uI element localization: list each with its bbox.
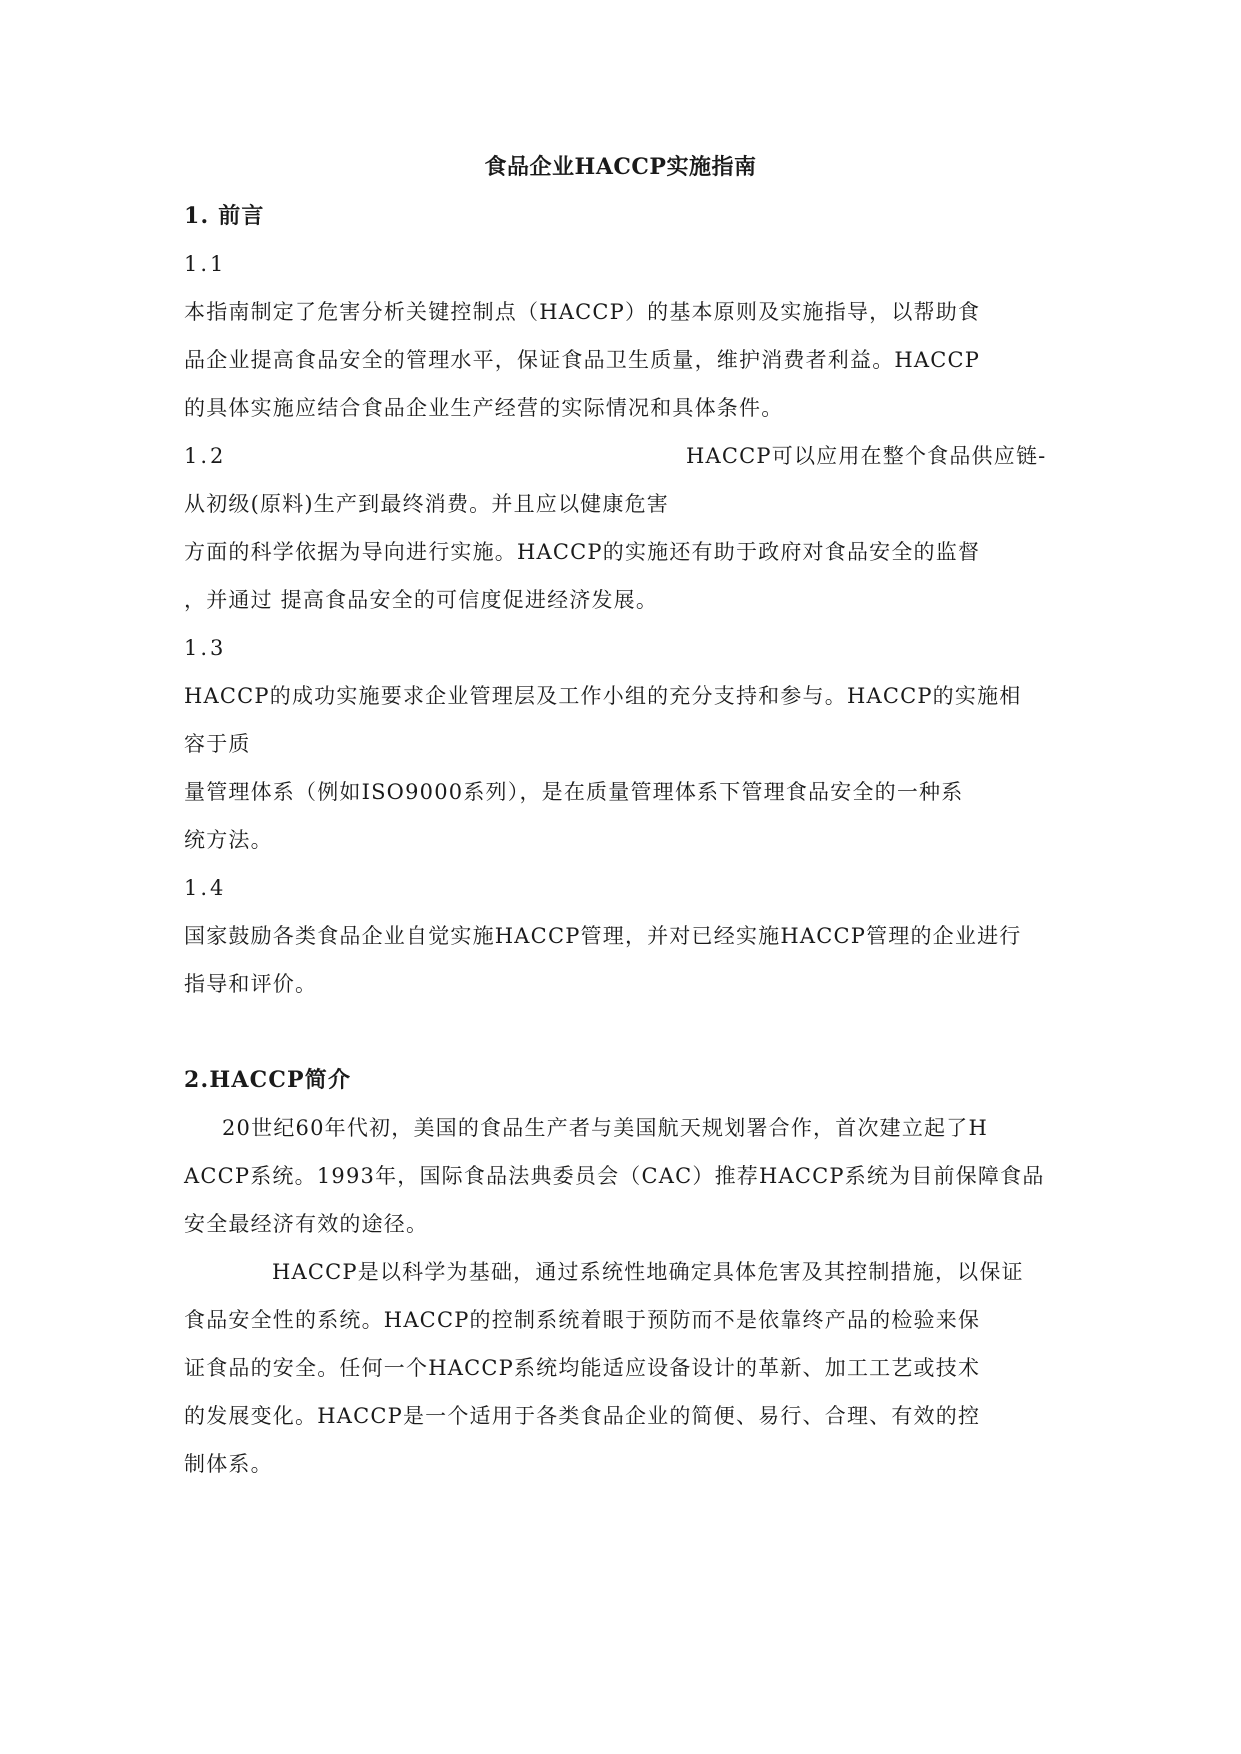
section-2-paragraph-1-line: 20世纪60年代初，美国的食品生产者与美国航天规划署合作，首次建立起了H (222, 1116, 988, 1140)
clause-1-2-line: 方面的科学依据为导向进行实施。HACCP的实施还有助于政府对食品安全的监督 (184, 540, 981, 564)
section-2-paragraph-2-line: 证食品的安全。任何一个HACCP系统均能适应设备设计的革新、加工工艺或技术 (184, 1356, 981, 1380)
clause-1-2-line: ，并通过 提高食品安全的可信度促进经济发展。 (184, 588, 659, 612)
clause-1-1-line: 本指南制定了危害分析关键控制点（HACCP）的基本原则及实施指导，以帮助食 (184, 300, 981, 324)
section-2-paragraph-2-line: 制体系。 (184, 1452, 273, 1476)
clause-1-2-number: 1.2 (184, 444, 227, 468)
section-2-paragraph-1-line: 安全最经济有效的途径。 (184, 1212, 429, 1236)
clause-1-1-line: 品企业提高食品安全的管理水平，保证食品卫生质量，维护消费者利益。HACCP (184, 348, 981, 372)
clause-1-3-line: 量管理体系（例如ISO9000系列），是在质量管理体系下管理食品安全的一种系 (184, 780, 964, 804)
clause-1-4-line: 指导和评价。 (184, 972, 318, 996)
clause-1-2-first-text: HACCP可以应用在整个食品供应链- (686, 444, 1047, 468)
section-2-paragraph-2-line: HACCP是以科学为基础，通过系统性地确定具体危害及其控制措施，以保证 (272, 1260, 1024, 1284)
section-1-heading: 1. 前言 (184, 203, 265, 229)
section-2-paragraph-2-line: 食品安全性的系统。HACCP的控制系统着眼于预防而不是依靠终产品的检验来保 (184, 1308, 981, 1332)
clause-1-1-number: 1.1 (184, 252, 227, 276)
section-spacer (184, 1008, 1064, 1056)
document-body (184, 192, 1064, 1488)
clause-1-4-number: 1.4 (184, 876, 227, 900)
section-2-paragraph-1-line: ACCP系统。1993年，国际食品法典委员会（CAC）推荐HACCP系统为目前保障食品 (184, 1164, 1045, 1188)
clause-1-1-line: 的具体实施应结合食品企业生产经营的实际情况和具体条件。 (184, 396, 784, 420)
clause-1-3-line: HACCP的成功实施要求企业管理层及工作小组的充分支持和参与。HACCP的实施相 (184, 684, 1022, 708)
clause-1-3-line: 容于质 (184, 732, 251, 756)
clause-1-4-line: 国家鼓励各类食品企业自觉实施HACCP管理，并对已经实施HACCP管理的企业进行 (184, 924, 1022, 948)
section-2-heading: 2.HACCP简介 (184, 1067, 352, 1093)
clause-1-2-line: 从初级(原料)生产到最终消费。并且应以健康危害 (184, 492, 669, 516)
clause-1-3-number: 1.3 (184, 636, 227, 660)
document-title: 食品企业HACCP实施指南 (484, 154, 757, 180)
clause-1-3-line: 统方法。 (184, 828, 273, 852)
clause-1-2-first-line (184, 432, 1064, 480)
section-2-paragraph-2-line: 的发展变化。HACCP是一个适用于各类食品企业的简便、易行、合理、有效的控 (184, 1404, 981, 1428)
